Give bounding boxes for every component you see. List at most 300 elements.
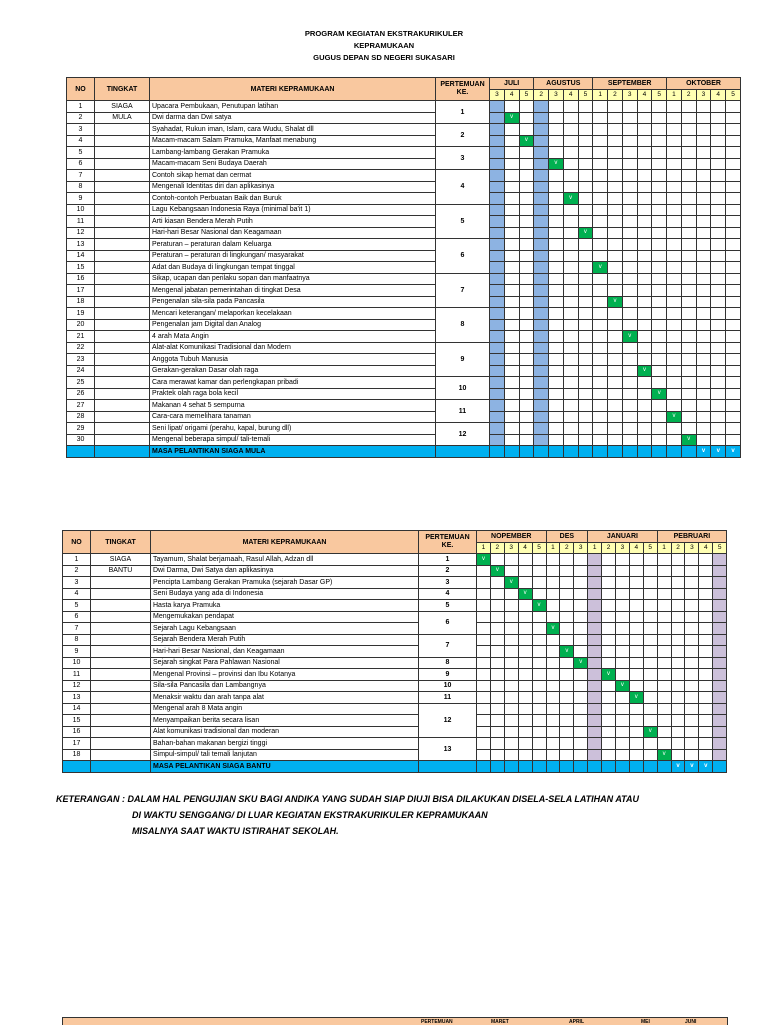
week-cell xyxy=(504,262,519,274)
summary-tingkat xyxy=(95,446,150,458)
row-no: 7 xyxy=(67,170,95,182)
week-cell xyxy=(588,588,602,600)
week-cell xyxy=(608,354,623,366)
week-cell xyxy=(532,726,546,738)
table-row xyxy=(63,554,727,566)
week-cell xyxy=(504,565,518,577)
week-cell xyxy=(519,193,534,205)
week-cell xyxy=(563,331,578,343)
table-row xyxy=(63,749,727,761)
week-cell xyxy=(637,170,652,182)
week-cell xyxy=(588,761,602,773)
table-row xyxy=(67,193,741,205)
week-cell xyxy=(490,101,505,113)
week-cell xyxy=(518,577,532,589)
row-materi: Gerakan-gerakan Dasar olah raga xyxy=(150,365,436,377)
week-cell xyxy=(602,554,616,566)
week-number: 3 xyxy=(504,542,518,554)
week-cell xyxy=(560,692,574,704)
row-materi: Sila-sila Pancasila dan Lambangnya xyxy=(151,680,419,692)
week-cell xyxy=(685,600,699,612)
week-cell xyxy=(593,285,608,297)
week-cell xyxy=(588,623,602,635)
week-cell xyxy=(726,250,741,262)
week-cell xyxy=(652,434,667,446)
row-materi: Pencipta Lambang Gerakan Pramuka (sejarah Dasar GP) xyxy=(151,577,419,589)
week-cell xyxy=(534,388,549,400)
week-cell xyxy=(588,692,602,704)
row-no: 16 xyxy=(63,726,91,738)
week-cell xyxy=(643,565,657,577)
week-cell xyxy=(588,680,602,692)
row-materi: Alat-alat Komunikasi Tradisional dan Modern xyxy=(150,342,436,354)
week-cell xyxy=(699,669,713,681)
week-number: 4 xyxy=(518,542,532,554)
month-header: DES xyxy=(546,531,588,543)
week-cell xyxy=(602,600,616,612)
week-cell xyxy=(574,646,588,658)
week-cell xyxy=(637,147,652,159)
check-mark: v xyxy=(681,434,696,446)
week-cell xyxy=(534,342,549,354)
week-cell xyxy=(518,749,532,761)
week-cell xyxy=(578,388,593,400)
week-cell xyxy=(671,577,685,589)
check-mark: v xyxy=(699,761,713,773)
week-cell xyxy=(643,588,657,600)
week-cell xyxy=(563,411,578,423)
week-cell xyxy=(711,193,726,205)
row-materi: Mengenal Provinsi – provinsi dan Ibu Kotanya xyxy=(151,669,419,681)
month-mei: MEI xyxy=(641,1019,650,1025)
row-pertemuan: 12 xyxy=(436,423,490,446)
week-cell xyxy=(696,342,711,354)
week-cell xyxy=(563,365,578,377)
week-cell xyxy=(549,250,564,262)
row-materi: Anggota Tubuh Manusia xyxy=(150,354,436,366)
week-cell xyxy=(671,554,685,566)
week-cell xyxy=(652,342,667,354)
week-cell xyxy=(534,216,549,228)
week-cell xyxy=(657,692,671,704)
week-cell xyxy=(726,296,741,308)
week-cell xyxy=(696,388,711,400)
week-cell xyxy=(726,331,741,343)
week-number: 1 xyxy=(593,89,608,101)
week-cell xyxy=(622,227,637,239)
row-tingkat xyxy=(95,331,150,343)
week-cell xyxy=(637,388,652,400)
week-cell xyxy=(593,319,608,331)
week-number: 3 xyxy=(696,89,711,101)
week-cell xyxy=(637,342,652,354)
summary-no xyxy=(67,446,95,458)
week-cell xyxy=(504,331,519,343)
row-tingkat xyxy=(91,726,151,738)
week-cell xyxy=(563,273,578,285)
week-cell xyxy=(671,669,685,681)
week-cell xyxy=(696,308,711,320)
week-cell xyxy=(608,124,623,136)
week-cell xyxy=(667,216,682,228)
week-cell xyxy=(518,565,532,577)
week-cell xyxy=(504,181,519,193)
week-cell xyxy=(657,611,671,623)
week-cell xyxy=(534,446,549,458)
week-number: 5 xyxy=(652,89,667,101)
week-cell xyxy=(699,577,713,589)
row-materi: Sikap, ucapan dan perilaku sopan dan manfaatnya xyxy=(150,273,436,285)
week-cell xyxy=(504,611,518,623)
week-cell xyxy=(549,308,564,320)
week-cell xyxy=(574,703,588,715)
week-cell xyxy=(667,147,682,159)
week-cell xyxy=(563,285,578,297)
week-cell xyxy=(490,273,505,285)
week-cell xyxy=(637,400,652,412)
week-cell xyxy=(652,124,667,136)
week-cell xyxy=(643,738,657,750)
table-row xyxy=(67,112,741,124)
week-cell xyxy=(643,646,657,658)
week-cell xyxy=(713,703,727,715)
week-number: 5 xyxy=(726,89,741,101)
week-cell xyxy=(477,611,491,623)
week-cell xyxy=(713,623,727,635)
week-cell xyxy=(713,692,727,704)
week-cell xyxy=(588,554,602,566)
week-cell xyxy=(637,227,652,239)
row-materi: Macam-macam Seni Budaya Daerah xyxy=(150,158,436,170)
row-pertemuan: 11 xyxy=(436,400,490,423)
week-cell xyxy=(504,692,518,704)
week-cell xyxy=(546,703,560,715)
week-cell xyxy=(563,170,578,182)
week-cell xyxy=(622,342,637,354)
week-number: 3 xyxy=(622,89,637,101)
week-cell xyxy=(490,319,505,331)
week-cell xyxy=(652,216,667,228)
week-cell xyxy=(608,319,623,331)
week-cell xyxy=(532,669,546,681)
week-cell xyxy=(504,726,518,738)
week-cell xyxy=(578,285,593,297)
row-materi: Alat komunikasi tradisional dan moderan xyxy=(151,726,419,738)
week-cell xyxy=(588,646,602,658)
week-cell xyxy=(532,692,546,704)
week-cell xyxy=(593,135,608,147)
week-cell xyxy=(504,588,518,600)
week-number: 2 xyxy=(490,542,504,554)
week-cell xyxy=(504,170,519,182)
row-tingkat xyxy=(95,354,150,366)
month-header: PEBRUARI xyxy=(657,531,726,543)
week-cell xyxy=(477,749,491,761)
week-cell xyxy=(615,749,629,761)
week-cell xyxy=(685,703,699,715)
week-cell xyxy=(602,715,616,727)
week-cell xyxy=(574,577,588,589)
row-tingkat: SIAGA xyxy=(95,101,150,113)
week-cell xyxy=(622,101,637,113)
week-cell xyxy=(560,657,574,669)
week-cell xyxy=(588,703,602,715)
week-cell xyxy=(578,262,593,274)
week-cell xyxy=(622,365,637,377)
week-cell xyxy=(667,158,682,170)
week-cell xyxy=(519,331,534,343)
week-cell xyxy=(685,726,699,738)
week-cell xyxy=(657,738,671,750)
row-tingkat xyxy=(91,703,151,715)
week-cell xyxy=(667,181,682,193)
check-mark: v xyxy=(685,761,699,773)
week-cell xyxy=(504,600,518,612)
week-cell xyxy=(608,285,623,297)
week-cell xyxy=(643,680,657,692)
week-cell xyxy=(726,181,741,193)
week-cell xyxy=(685,680,699,692)
week-cell xyxy=(602,726,616,738)
week-cell xyxy=(681,354,696,366)
week-cell xyxy=(490,124,505,136)
week-cell xyxy=(477,565,491,577)
row-materi: Cara merawat kamar dan perlengkapan pribadi xyxy=(150,377,436,389)
row-materi: Sejarah singkat Para Pahlawan Nasional xyxy=(151,657,419,669)
week-cell xyxy=(608,193,623,205)
row-no: 22 xyxy=(67,342,95,354)
row-pertemuan: 8 xyxy=(419,657,477,669)
week-cell xyxy=(713,657,727,669)
row-pertemuan: 9 xyxy=(436,342,490,377)
week-cell xyxy=(504,377,519,389)
table-row xyxy=(67,354,741,366)
week-cell xyxy=(588,565,602,577)
week-cell xyxy=(713,577,727,589)
week-cell xyxy=(667,262,682,274)
week-cell xyxy=(667,446,682,458)
week-cell xyxy=(546,634,560,646)
row-no: 9 xyxy=(67,193,95,205)
week-cell xyxy=(637,285,652,297)
week-cell xyxy=(713,634,727,646)
table-row xyxy=(63,611,727,623)
summary-label: MASA PELANTIKAN SIAGA BANTU xyxy=(151,761,419,773)
week-cell xyxy=(593,377,608,389)
week-cell xyxy=(711,124,726,136)
week-cell xyxy=(643,634,657,646)
week-cell xyxy=(534,273,549,285)
week-cell xyxy=(549,319,564,331)
week-cell xyxy=(490,308,505,320)
week-cell xyxy=(671,611,685,623)
week-cell xyxy=(696,296,711,308)
week-cell xyxy=(726,308,741,320)
row-no: 8 xyxy=(67,181,95,193)
row-no: 18 xyxy=(67,296,95,308)
table-row xyxy=(67,388,741,400)
week-cell xyxy=(519,342,534,354)
table-row xyxy=(63,726,727,738)
week-cell xyxy=(578,377,593,389)
week-cell xyxy=(652,227,667,239)
week-cell xyxy=(490,170,505,182)
week-cell xyxy=(490,588,504,600)
week-cell xyxy=(629,634,643,646)
week-cell xyxy=(681,135,696,147)
row-no: 14 xyxy=(63,703,91,715)
week-cell xyxy=(608,388,623,400)
header-tingkat: TINGKAT xyxy=(95,78,150,101)
week-cell xyxy=(519,400,534,412)
doc-title-1: PROGRAM KEGIATAN EKSTRAKURIKULER xyxy=(304,29,464,38)
week-cell xyxy=(490,377,505,389)
week-cell xyxy=(608,170,623,182)
week-cell xyxy=(490,669,504,681)
week-cell xyxy=(534,239,549,251)
week-cell xyxy=(477,761,491,773)
week-cell xyxy=(685,715,699,727)
table-row xyxy=(67,365,741,377)
row-materi: Lambang-lambang Gerakan Pramuka xyxy=(150,147,436,159)
row-no: 12 xyxy=(63,680,91,692)
week-cell xyxy=(696,216,711,228)
week-cell xyxy=(504,715,518,727)
row-tingkat xyxy=(95,262,150,274)
week-cell xyxy=(667,365,682,377)
row-tingkat xyxy=(95,296,150,308)
week-cell xyxy=(629,600,643,612)
check-mark: v xyxy=(532,600,546,612)
week-cell xyxy=(504,761,518,773)
week-cell xyxy=(711,273,726,285)
row-no: 17 xyxy=(67,285,95,297)
check-mark: v xyxy=(615,680,629,692)
week-cell xyxy=(711,342,726,354)
week-cell xyxy=(652,354,667,366)
week-cell xyxy=(615,588,629,600)
month-header: JANUARI xyxy=(588,531,657,543)
week-cell xyxy=(696,124,711,136)
check-mark: v xyxy=(504,577,518,589)
week-number: 5 xyxy=(713,542,727,554)
week-cell xyxy=(652,193,667,205)
week-cell xyxy=(622,181,637,193)
week-cell xyxy=(726,124,741,136)
week-cell xyxy=(696,423,711,435)
week-cell xyxy=(532,634,546,646)
row-no: 15 xyxy=(63,715,91,727)
week-cell xyxy=(681,296,696,308)
week-cell xyxy=(643,761,657,773)
table-row xyxy=(67,135,741,147)
week-cell xyxy=(629,657,643,669)
week-cell xyxy=(637,204,652,216)
check-mark: v xyxy=(657,749,671,761)
week-cell xyxy=(588,715,602,727)
week-cell xyxy=(637,101,652,113)
week-cell xyxy=(608,204,623,216)
week-cell xyxy=(711,285,726,297)
note-line-2: DI WAKTU SENGGANG/ DI LUAR KEGIATAN EKSTRAKURIKULER KEPRAMUKAAN xyxy=(132,810,488,820)
header-no: NO xyxy=(67,78,95,101)
week-cell xyxy=(574,726,588,738)
week-cell xyxy=(643,554,657,566)
week-cell xyxy=(549,285,564,297)
week-cell xyxy=(637,411,652,423)
week-cell xyxy=(549,204,564,216)
pertemuan-header-partial: PERTEMUAN xyxy=(421,1019,453,1025)
week-cell xyxy=(504,158,519,170)
week-cell xyxy=(560,623,574,635)
week-cell xyxy=(681,331,696,343)
week-cell xyxy=(652,308,667,320)
week-cell xyxy=(652,101,667,113)
week-cell xyxy=(532,554,546,566)
week-cell xyxy=(518,692,532,704)
week-cell xyxy=(560,588,574,600)
week-cell xyxy=(588,600,602,612)
check-mark: v xyxy=(622,331,637,343)
week-cell xyxy=(593,354,608,366)
week-cell xyxy=(549,216,564,228)
note-line-1: KETERANGAN : DALAM HAL PENGUJIAN SKU BAGI ANDIKA YANG SUDAH SIAP DIUJI BISA DILAKUKAN DISELA-SELA LATIHAN ATAU xyxy=(56,794,640,804)
week-cell xyxy=(711,250,726,262)
week-cell xyxy=(685,588,699,600)
row-tingkat xyxy=(95,204,150,216)
table-row xyxy=(67,124,741,136)
week-cell xyxy=(546,554,560,566)
week-cell xyxy=(490,726,504,738)
table-row xyxy=(63,669,727,681)
week-cell xyxy=(578,158,593,170)
week-cell xyxy=(637,135,652,147)
week-cell xyxy=(504,388,519,400)
week-cell xyxy=(629,715,643,727)
week-cell xyxy=(546,680,560,692)
summary-pertemuan xyxy=(436,446,490,458)
row-materi: Menyampaikan berita secara lisan xyxy=(151,715,419,727)
week-cell xyxy=(519,319,534,331)
week-cell xyxy=(622,262,637,274)
week-cell xyxy=(519,446,534,458)
row-tingkat xyxy=(91,623,151,635)
week-cell xyxy=(560,669,574,681)
week-cell xyxy=(696,239,711,251)
week-cell xyxy=(643,692,657,704)
check-mark: v xyxy=(696,446,711,458)
week-cell xyxy=(546,761,560,773)
table-row xyxy=(67,423,741,435)
week-cell xyxy=(652,446,667,458)
week-cell xyxy=(657,600,671,612)
week-cell xyxy=(726,365,741,377)
week-number: 4 xyxy=(711,89,726,101)
row-no: 3 xyxy=(67,124,95,136)
week-cell xyxy=(519,388,534,400)
week-cell xyxy=(574,715,588,727)
row-materi: Menaksir waktu dan arah tanpa alat xyxy=(151,692,419,704)
table-row xyxy=(67,434,741,446)
header-pertemuan: PERTEMUAN KE. xyxy=(419,531,477,554)
week-cell xyxy=(532,565,546,577)
week-cell xyxy=(532,761,546,773)
week-cell xyxy=(563,342,578,354)
week-cell xyxy=(699,657,713,669)
row-no: 5 xyxy=(63,600,91,612)
week-cell xyxy=(652,158,667,170)
week-cell xyxy=(622,423,637,435)
